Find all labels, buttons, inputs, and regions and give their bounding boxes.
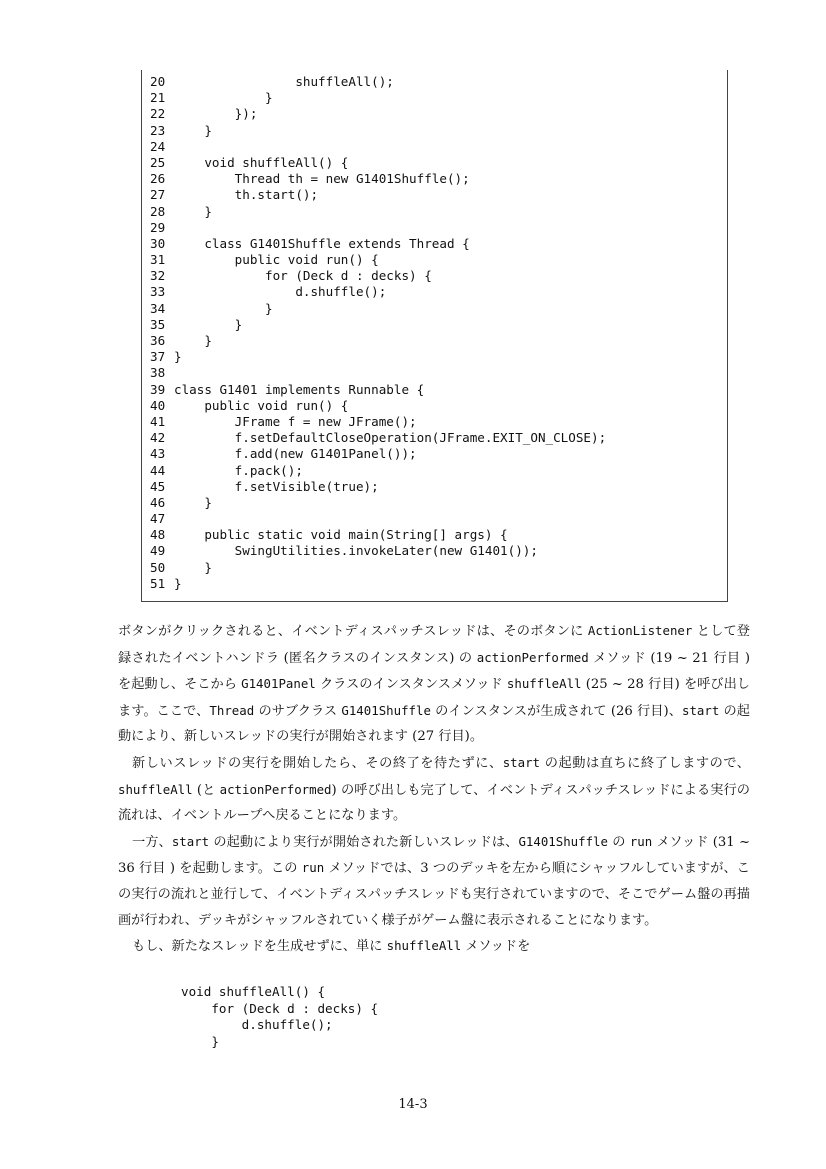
line-number: 39 — [150, 381, 166, 397]
inline-code: actionPerformed — [219, 781, 332, 797]
page-number: 14-3 — [398, 1097, 428, 1112]
text-segment: の — [607, 834, 630, 850]
text-segment: ) の呼び出しも完了して、イベントディスパッチスレッドによる実行の流れは、イベントループへ戻ることになります。 — [118, 782, 750, 824]
code-line — [150, 317, 723, 333]
code-line — [150, 511, 723, 527]
paragraph — [118, 933, 750, 960]
line-number: 38 — [150, 365, 166, 381]
code-line — [150, 430, 723, 446]
text-segment: メソッドでは、3 つのデッキを左から順にシャッフルしていますが、この実行の流れと並行して、イベントディスパッチスレッドも実行されていますので、そこでゲーム盤の再描画が行われ、デッキがシャッフルされていく様子がゲーム盤に表示されることになります。 — [118, 861, 750, 928]
inline-code: G1401Panel — [241, 676, 316, 692]
inline-code: G1401Shuffle — [518, 833, 608, 849]
code-text: class G1401Shuffle extends Thread { — [174, 235, 470, 251]
code-line — [150, 220, 723, 236]
code-text: class G1401 implements Runnable { — [174, 381, 425, 397]
code-line — [150, 560, 723, 576]
text-segment: ボタンがクリックされると、イベントディスパッチスレッドは、そのボタンに — [118, 624, 588, 639]
code-text: public void run() { — [174, 252, 379, 268]
code-text: } — [174, 349, 182, 365]
line-number: 35 — [150, 316, 166, 332]
code-line — [150, 576, 723, 592]
line-number: 47 — [150, 511, 166, 527]
inline-code: run — [629, 833, 653, 849]
code-text: } — [174, 316, 243, 332]
line-number: 48 — [150, 527, 166, 543]
inline-code: start — [171, 833, 210, 849]
line-number: 32 — [150, 268, 166, 284]
line-number: 42 — [150, 430, 166, 446]
text-segment: クラスのインスタンスメソッド — [315, 677, 507, 693]
text-segment: の起動により実行が開始された新しいスレッドは、 — [209, 834, 519, 850]
code-listing-body — [150, 74, 723, 592]
line-number: 30 — [150, 235, 166, 251]
code-listing — [141, 70, 728, 602]
line-number: 41 — [150, 413, 166, 429]
text-segment: メソッド (31 ~ 36 行目 ) を起動します。この — [118, 834, 751, 877]
code-line — [150, 365, 723, 381]
line-number: 49 — [150, 543, 166, 559]
code-text: } — [174, 90, 273, 106]
line-number: 43 — [150, 446, 166, 462]
inline-code: start — [502, 754, 541, 770]
text-segment: メソッド (19 ~ 21 行目 ) を起動し、そこから — [118, 650, 750, 693]
text-segment: 一方、 — [132, 834, 172, 850]
inline-code: ActionListener — [587, 623, 693, 638]
code-line — [150, 204, 723, 220]
code-text: JFrame f = new JFrame(); — [174, 413, 417, 429]
snippet-line: for (Deck d : decks) { — [181, 1000, 379, 1016]
code-line — [150, 446, 723, 462]
line-number: 24 — [150, 138, 166, 154]
code-text: } — [174, 122, 212, 138]
inline-code: shuffleAll — [386, 938, 462, 954]
line-number: 46 — [150, 494, 166, 510]
line-number: 26 — [150, 171, 166, 187]
snippet-line: d.shuffle(); — [181, 1017, 333, 1032]
paragraph — [118, 829, 750, 933]
line-number: 51 — [150, 575, 166, 591]
inline-code: shuffleAll — [506, 676, 582, 692]
line-number: 22 — [150, 106, 166, 122]
code-line — [150, 187, 723, 203]
code-text: f.pack(); — [174, 462, 303, 478]
code-line — [150, 268, 723, 284]
code-line — [150, 495, 723, 511]
code-line — [150, 139, 723, 155]
line-number: 23 — [150, 122, 166, 138]
body-text — [118, 618, 750, 960]
code-text: public static void main(String[] args) { — [174, 527, 508, 543]
code-text: void shuffleAll() { — [174, 154, 349, 170]
code-text: f.add(new G1401Panel()); — [174, 446, 417, 462]
code-text: shuffleAll(); — [174, 74, 394, 89]
text-segment: のインスタンスが生成されて (26 行目)、 — [430, 703, 682, 719]
text-segment: の起動は直ちに終了しますので、 — [540, 755, 750, 771]
line-number: 31 — [150, 252, 166, 268]
text-segment: もし、新たなスレッドを生成せずに、単に — [132, 939, 387, 955]
text-segment: メソッドを — [461, 939, 531, 955]
code-line — [150, 90, 723, 106]
paragraph — [118, 750, 750, 829]
code-line — [150, 349, 723, 365]
line-number: 44 — [150, 462, 166, 478]
line-number: 29 — [150, 219, 166, 235]
code-line — [150, 463, 723, 479]
code-line — [150, 252, 723, 268]
code-text: } — [174, 203, 212, 219]
code-text: } — [174, 333, 212, 348]
line-number: 28 — [150, 203, 166, 219]
code-line — [150, 155, 723, 171]
code-text: f.setDefaultCloseOperation(JFrame.EXIT_ON_CLOSE); — [174, 430, 607, 446]
text-segment: の起動により、新しいスレッドの実行が開始されます (27 行目)。 — [118, 703, 750, 745]
code-text: } — [174, 559, 212, 575]
code-line — [150, 123, 723, 139]
code-line — [150, 398, 723, 414]
code-text: public void run() { — [174, 397, 349, 413]
line-number: 25 — [150, 154, 166, 170]
code-text: f.setVisible(true); — [174, 478, 379, 494]
code-line — [150, 333, 723, 349]
snippet-line: } — [181, 1033, 219, 1049]
line-number: 45 — [150, 478, 166, 494]
inline-code: actionPerformed — [476, 649, 589, 665]
snippet-line: void shuffleAll() { — [181, 984, 326, 999]
code-line — [150, 543, 723, 559]
line-number: 34 — [150, 300, 166, 316]
line-number: 37 — [150, 349, 166, 365]
line-number: 21 — [150, 90, 166, 106]
line-number: 36 — [150, 333, 166, 348]
code-line — [150, 414, 723, 430]
code-text: } — [174, 494, 212, 510]
code-text: d.shuffle(); — [174, 284, 387, 300]
inline-code: run — [301, 860, 325, 876]
code-line — [150, 236, 723, 252]
code-line — [150, 479, 723, 495]
code-text: for (Deck d : decks) { — [174, 268, 432, 284]
code-line — [150, 301, 723, 317]
inline-code: start — [681, 702, 720, 718]
inline-code: G1401Shuffle — [341, 702, 431, 718]
line-number: 20 — [150, 74, 166, 89]
code-line — [150, 527, 723, 543]
code-line — [150, 284, 723, 300]
text-segment: (25 ~ 28 行目) を呼び出します。ここで、 — [118, 677, 750, 719]
line-number: 40 — [150, 397, 166, 413]
paragraph — [118, 618, 750, 750]
code-text: SwingUtilities.invokeLater(new G1401()); — [174, 543, 538, 559]
inline-code: shuffleAll — [118, 781, 193, 797]
code-text: }); — [174, 106, 258, 122]
code-text: Thread th = new G1401Shuffle(); — [174, 171, 470, 187]
code-line — [150, 171, 723, 187]
line-number: 33 — [150, 284, 166, 300]
line-number: 27 — [150, 187, 166, 203]
text-segment: 新しいスレッドの実行を開始したら、その終了を待たずに、 — [132, 755, 503, 771]
code-text: } — [174, 300, 273, 316]
code-text: th.start(); — [174, 187, 319, 203]
text-segment: (と — [192, 782, 220, 798]
code-line — [150, 382, 723, 398]
code-text: } — [174, 575, 182, 591]
code-line — [150, 74, 723, 90]
text-segment: のサブクラス — [254, 703, 342, 719]
line-number: 50 — [150, 559, 166, 575]
inline-code: Thread — [209, 702, 255, 718]
code-snippet — [181, 984, 378, 1050]
code-line — [150, 106, 723, 122]
text-segment: として登録されたイベントハンドラ (匿名クラスのインスタンス) の — [118, 624, 750, 666]
